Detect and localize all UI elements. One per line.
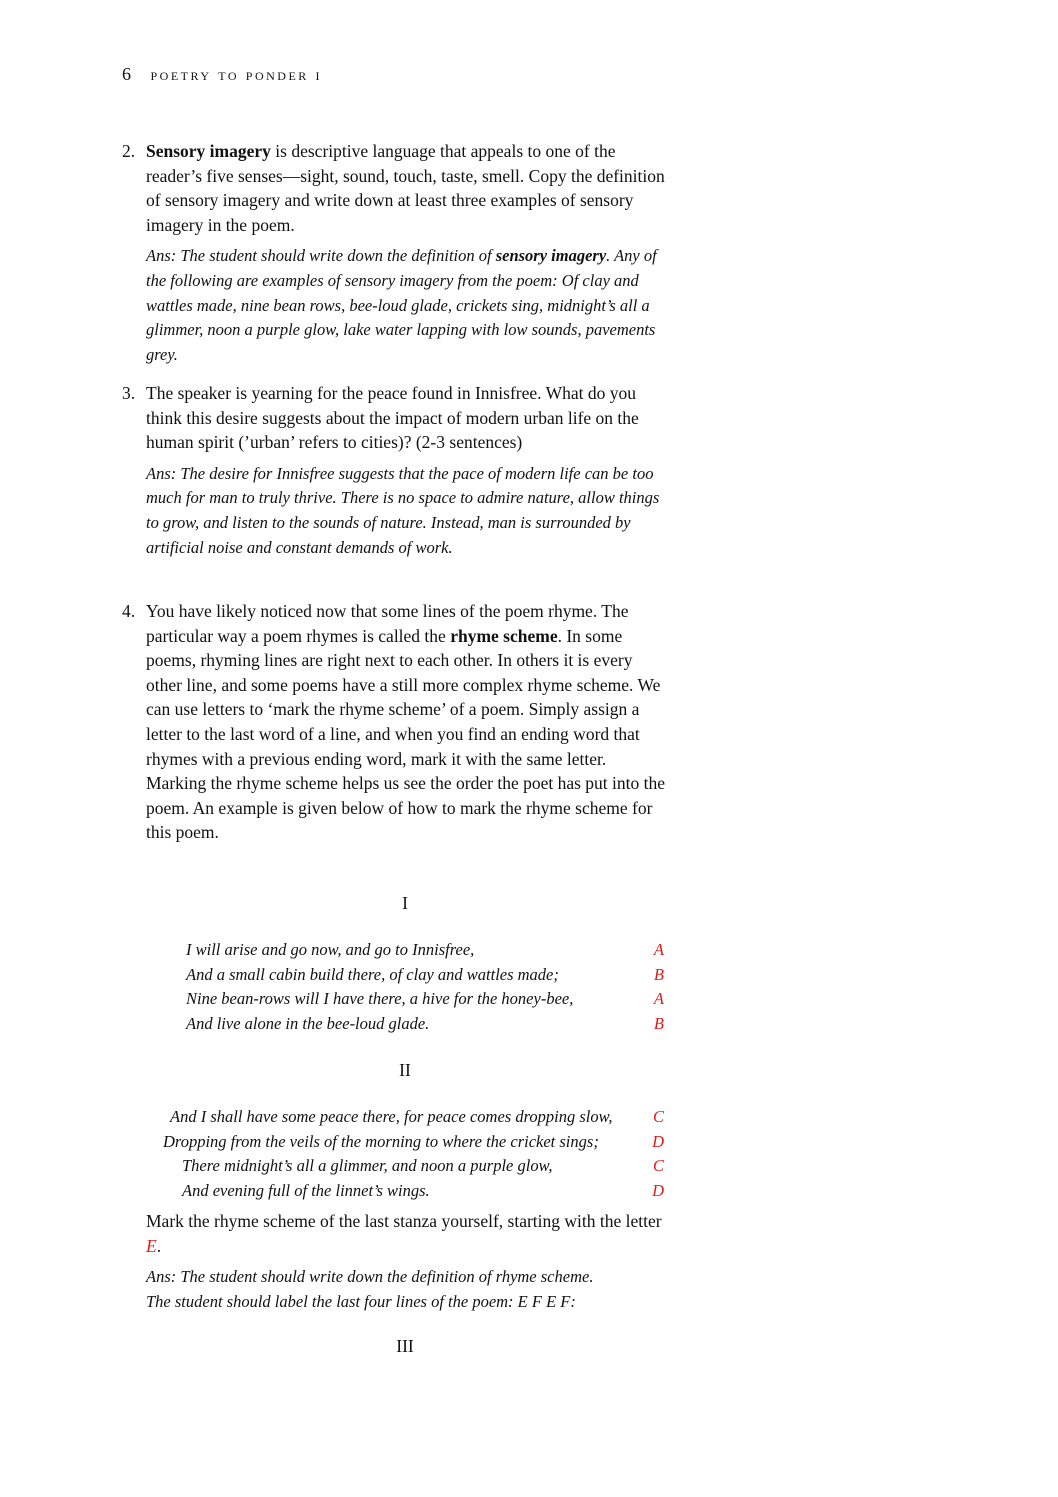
rhyme-mark: D	[652, 1180, 664, 1200]
instruction-text	[146, 1209, 666, 1258]
verse-line	[160, 1179, 668, 1204]
rhyme-mark: B	[653, 1013, 664, 1033]
verse-text: And live alone in the bee-loud glade.	[186, 1013, 430, 1033]
answer-prefix: Ans: The student should write down the definition of	[146, 246, 496, 266]
page-header	[122, 64, 322, 85]
instruction-end: .	[156, 1235, 162, 1256]
question-body-b: . In some poems, rhyming lines are right next to each other. In others it is every other line, and some poems have a still more complex rhyme scheme. We can use letters to ‘mark the rhyme scheme’ of a poem. Simply assign a letter to the last word of a line, and when you find an ending word that rhymes with a previous ending word, mark it with the same letter. Marking the rhyme scheme helps us see the order the poet has put into the poem. An example is given below of how to mark the rhyme scheme for this poem.	[146, 625, 666, 843]
answer-line: The student should label the last four lines of the poem: E F E F:	[146, 1291, 576, 1311]
running-title: poetry to ponder i	[150, 65, 323, 84]
verse-text: And I shall have some peace there, for peace comes dropping slow,	[170, 1107, 613, 1126]
rhyme-mark: D	[652, 1131, 664, 1151]
term-bold: rhyme scheme	[450, 625, 558, 646]
question-text	[146, 599, 667, 845]
question-body-a: You have likely noticed now that some lines of the poem rhyme. The particular way a poem rhymes is called the	[146, 601, 629, 646]
rhyme-mark: B	[653, 964, 664, 984]
answer-term: sensory imagery	[495, 246, 607, 266]
verse-text: And a small cabin build there, of clay and wattles made;	[186, 964, 559, 984]
verse-text: I will arise and go now, and go to Innisfree,	[186, 940, 475, 959]
answer-text	[146, 244, 667, 367]
rhyme-mark: C	[652, 1107, 664, 1126]
rhyme-mark: A	[653, 989, 664, 1009]
verse-line	[160, 1105, 668, 1130]
stanza-numeral: II	[399, 1060, 411, 1080]
stanza-2	[160, 1105, 668, 1203]
question-text: The speaker is yearning for the peace found in Innisfree. What do you think this desire suggests about the impact of modern urban life on the human spirit (’urban’ refers to cities)? (2-3 sentences)	[146, 383, 639, 453]
verse-line	[186, 987, 668, 1012]
page-number: 6	[122, 64, 132, 84]
rhyme-mark: A	[653, 940, 664, 959]
stanza-numeral: I	[402, 893, 408, 913]
instruction-body: Mark the rhyme scheme of the last stanza yourself, starting with the letter	[146, 1211, 662, 1231]
verse-line	[186, 1012, 668, 1037]
instruction-letter: E	[146, 1235, 157, 1256]
answer-line: Ans: The student should write down the definition of rhyme scheme.	[146, 1267, 594, 1286]
final-answer	[146, 1265, 666, 1314]
question-number: 4.	[122, 601, 136, 621]
verse-text: There midnight’s all a glimmer, and noon a purple glow,	[182, 1156, 553, 1176]
question-4	[122, 599, 667, 845]
rhyme-mark: C	[652, 1156, 664, 1176]
verse-line	[186, 963, 668, 988]
term-bold: Sensory imagery	[146, 141, 271, 161]
verse-text: Nine bean-rows will I have there, a hive for the honey-bee,	[186, 989, 574, 1009]
question-number: 2.	[122, 141, 136, 161]
question-text	[146, 139, 667, 237]
stanza-numeral: III	[396, 1336, 414, 1356]
verse-text: And evening full of the linnet’s wings.	[182, 1180, 430, 1200]
question-body: is descriptive language that appeals to one of the reader’s five senses—sight, sound, touch, taste, smell. Copy the definition of sensory imagery and write down at least three examples of sensory imagery in the poem.	[146, 141, 665, 235]
stanza-1	[160, 938, 668, 1036]
question-number: 3.	[122, 383, 136, 403]
verse-text: Dropping from the veils of the morning to where the cricket sings;	[163, 1131, 599, 1151]
question-3	[122, 381, 667, 560]
verse-line	[160, 1154, 668, 1179]
answer-text: Ans: The desire for Innisfree suggests that the pace of modern life can be too much for man to truly thrive. There is no space to admire nature, allow things to grow, and listen to the sounds of nature. Instead, man is surrounded by artificial noise and constant demands of work.	[146, 463, 660, 557]
answer-body: . Any of the following are examples of sensory imagery from the poem: Of clay and wattles made, nine bean rows, bee-loud glade, crickets sing, midnight’s all a glimmer, noon a purple glow, lake water lapping with low sounds, pavements grey.	[146, 246, 657, 364]
verse-line	[186, 938, 668, 963]
verse-line	[160, 1130, 668, 1155]
question-2	[122, 139, 667, 367]
